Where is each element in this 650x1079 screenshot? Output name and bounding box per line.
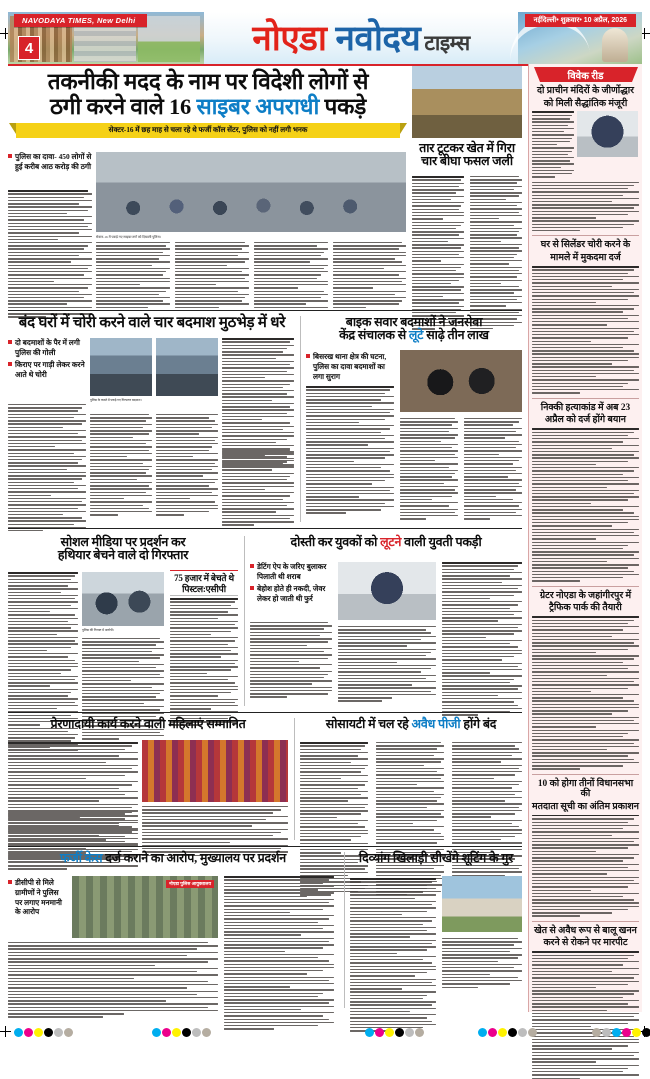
sidebar-item-0-body <box>532 111 574 179</box>
lead-body-col4 <box>254 242 328 310</box>
sidebar-divider-2 <box>532 586 639 587</box>
honeytrap-story <box>250 536 522 549</box>
honeytrap-body-col3 <box>338 626 436 704</box>
weapons-headline-line2: हथियार बेचने वाले दो गिरफ्तार <box>57 548 189 563</box>
masthead-word-noida: नोएडा <box>252 18 327 58</box>
theft-photo-2 <box>156 338 218 396</box>
sidebar-item-0-headline-line2: को मिली सैद्धांतिक मंजूरी <box>543 98 628 109</box>
honeytrap-bullet-2: बेहोश होते ही नकदी, जेवर लेकर हो जाती थी फुर्र <box>250 584 332 604</box>
robbery-bullet-1: बिसरख थाना क्षेत्र की घटना, पुलिस का दावा बदमाशों का लगा सुराग <box>306 352 394 381</box>
sidebar-item-2-headline-line2: अप्रैल को दर्ज होंगे बयान <box>545 415 626 426</box>
pg-story <box>300 718 522 731</box>
honeytrap-bullet-block <box>250 562 332 606</box>
sidebar-item-0-headline-line1: दो प्राचीन मंदिरों के जीर्णोद्धार <box>537 86 634 96</box>
weapons-body-col3 <box>170 598 238 728</box>
lead-body-col3 <box>175 242 249 310</box>
section-divider-4 <box>8 846 522 847</box>
weapons-callout-box <box>170 570 238 596</box>
sidebar-item-3[interactable] <box>532 591 639 770</box>
robbery-body-col3 <box>464 418 522 522</box>
fir-headline <box>8 852 338 865</box>
wire-body-col1 <box>412 176 464 332</box>
shooting-photo <box>442 876 522 932</box>
theft-body-col5 <box>222 450 294 528</box>
cmyk-marks-3 <box>365 1028 424 1037</box>
wire-story <box>412 142 522 169</box>
theft-body-col3 <box>90 414 152 518</box>
sidebar-item-1-body <box>532 266 639 394</box>
sidebar-item-5-headline-line1: खेत से अवैध रूप से बालू खनन <box>534 925 637 936</box>
sidebar-section-tab[interactable]: विवेक रीड <box>540 67 632 82</box>
lead-headline-line1: तकनीकी मदद के नाम पर विदेशी लोगों से <box>47 69 369 94</box>
fir-body-col1 <box>224 876 334 1032</box>
honeytrap-headline <box>250 536 522 549</box>
wire-headline-line1: तार टूटकर खेत में गिरा <box>419 141 515 155</box>
sidebar-item-4-headline-line1: 10 को होगा तीनों विधानसभा की <box>537 778 634 800</box>
cmyk-marks-2 <box>152 1028 211 1037</box>
lead-headline-line2 <box>8 95 408 119</box>
shooting-body-col1 <box>350 878 436 1034</box>
theft-body-col1 <box>222 338 294 468</box>
sidebar-item-2-headline-line1: निक्की हत्याकांड में अब 23 <box>540 402 631 413</box>
weapons-headline-line1: सोशल मीडिया पर प्रदर्शन कर <box>60 535 186 549</box>
cmyk-marks-1 <box>14 1028 73 1037</box>
theft-bullet-block <box>8 338 86 382</box>
women-body-col3 <box>142 806 288 858</box>
women-headline: प्रेरणादायी कार्य करने वाली महिलाएं सम्मानित <box>50 717 246 731</box>
shooting-body-col2 <box>442 938 522 990</box>
honeytrap-body-col2 <box>250 622 332 700</box>
lead-kicker: सेक्टर-16 में छह माह से चला रहे थे फर्जी कॉल सेंटर, पुलिस को नहीं लगी भनक <box>16 123 400 138</box>
pg-headline-part-b: होंगे बंद <box>460 717 497 731</box>
pg-headline-part-a: सोसायटी में चल रहे <box>325 717 412 731</box>
shooting-story <box>350 852 522 865</box>
pg-body-col3 <box>452 742 522 897</box>
section-divider-2 <box>8 528 522 529</box>
sidebar <box>528 64 642 1012</box>
honeytrap-bullet-1: डेटिंग ऐप के जरिए बुलाकर पिलाती थी शराब <box>250 562 332 582</box>
lead-photo <box>96 152 406 232</box>
robbery-story <box>306 316 522 343</box>
cmyk-marks-4 <box>478 1028 537 1037</box>
fir-story <box>8 852 338 865</box>
lead-story <box>8 70 408 138</box>
theft-photo-caption: पुलिस के कब्जे में पकड़े गए गिरफ्तार बदमाश। <box>90 398 142 402</box>
weapons-photo-caption: पुलिस की गिरफ्त में आरोपी। <box>82 628 115 632</box>
lead-bullet-block <box>8 152 92 174</box>
sidebar-divider-3 <box>532 774 639 775</box>
women-photo <box>142 740 288 802</box>
pg-body-col1 <box>300 742 368 898</box>
pg-body-col2 <box>376 742 444 897</box>
robbery-body-col2 <box>400 418 458 522</box>
robbery-headline-part-a: केंद्र संचालक से <box>339 328 409 343</box>
dateline-ribbon: नईदिल्ली• शुक्रवार• 10 अप्रैल, 2026 <box>525 14 636 27</box>
wire-headline-line2: चार बीघा फसल जली <box>421 154 513 169</box>
lead-bullet-1: पुलिस का दावा- 450 लोगों से हुई करीब आठ करोड़ की ठगी <box>8 152 92 172</box>
robbery-headline-line1: बाइक सवार बदमाशों ने जनसेवा <box>345 315 483 329</box>
lead-headline-part-b: पकड़े <box>319 93 367 119</box>
masthead-word-times: टाइम्स <box>424 30 470 55</box>
honeytrap-body-col1 <box>442 562 522 718</box>
sidebar-item-0-body-cont <box>532 182 639 232</box>
wire-story-photo <box>412 66 522 138</box>
registration-mark-bottom-left <box>0 1026 11 1037</box>
honeytrap-photo <box>338 562 436 620</box>
theft-photo-1 <box>90 338 152 396</box>
sidebar-item-4-body <box>532 815 639 917</box>
sidebar-item-3-headline-line2: ट्रैफिक पार्क की तैयारी <box>549 603 622 614</box>
honeytrap-headline-part-b: वाली युवती पकड़ी <box>401 535 482 549</box>
theft-body-col4 <box>156 414 218 518</box>
sidebar-item-5-body <box>532 951 639 1079</box>
robbery-headline-part-b: साढ़े तीन लाख <box>423 328 489 343</box>
wire-body-col2 <box>470 176 522 331</box>
fir-headline-highlight: फर्जी केस <box>60 851 103 865</box>
masthead-word-navodaya: नवोदय <box>335 18 421 58</box>
robbery-headline-line2 <box>306 329 522 342</box>
lead-body-col5 <box>333 242 406 310</box>
section-divider-3 <box>8 712 522 713</box>
robbery-headline-highlight: लूटे <box>408 328 424 343</box>
theft-bullet-2: किराए पर गाड़ी लेकर करने आते थे चोरी <box>8 360 86 380</box>
column-divider-3 <box>294 718 295 840</box>
fir-body-col2 <box>8 942 218 1020</box>
sidebar-item-4[interactable] <box>532 779 639 917</box>
lead-photo-caption: सेक्टर-16 में पकड़े गए साइबर ठगों को दिखाती पुलिस। <box>96 235 161 239</box>
column-divider-4 <box>344 852 345 1008</box>
theft-body-col2 <box>8 404 86 533</box>
publication-ribbon: NAVODAYA TIMES, New Delhi <box>14 14 147 27</box>
theft-headline: बंद घरों में चोरी करने वाले चार बदमाश मुठभेड़ में धरे <box>18 315 286 331</box>
sidebar-item-3-headline-line1: ग्रेटर नोएडा के जहांगीरपुर में <box>539 590 632 601</box>
sidebar-item-4-headline-line2: मतदाता सूची का अंतिम प्रकाशन <box>532 802 639 813</box>
sidebar-divider-0 <box>532 235 639 236</box>
sidebar-item-0-photo <box>577 111 638 157</box>
pg-headline <box>300 718 522 731</box>
sidebar-divider-4 <box>532 921 639 922</box>
fir-photo-banner: नोएडा पुलिस आयुक्तालय <box>166 880 214 888</box>
robbery-photo <box>400 350 522 412</box>
sidebar-divider-1 <box>532 398 639 399</box>
column-divider-2 <box>244 536 245 706</box>
honeytrap-headline-highlight: लूटने <box>380 535 402 549</box>
lead-headline-highlight: साइबर अपराधी <box>196 93 320 119</box>
fir-headline-rest: दर्ज कराने का आरोप, मुख्यालय पर प्रदर्शन <box>102 851 286 865</box>
weapons-box-line2: पिस्टल:एसीपी <box>182 583 226 594</box>
robbery-body-col1 <box>306 386 394 516</box>
cmyk-marks-5 <box>592 1028 650 1037</box>
women-story <box>8 718 288 731</box>
masthead-title-block <box>204 12 518 64</box>
fir-bullet-block <box>8 878 66 920</box>
theft-bullet-1: दो बदमाशों के पैर में लगी पुलिस की गोली <box>8 338 86 358</box>
lead-body-col1 <box>8 190 92 320</box>
honeytrap-headline-part-a: दोस्ती कर युवकों को <box>290 535 381 549</box>
sidebar-item-1-headline-line2: मामले में मुकदमा दर्ज <box>550 253 621 264</box>
fir-photo <box>72 876 218 938</box>
weapons-box-line1: 75 हजार में बेचते थे <box>174 573 234 583</box>
theft-story <box>8 316 296 332</box>
weapons-story <box>8 536 238 563</box>
pg-headline-highlight: अवैध पीजी <box>411 717 461 731</box>
weapons-photo <box>82 572 164 626</box>
lead-headline-part-a: ठगी करने वाले 16 <box>49 93 197 119</box>
sidebar-item-5-headline-line2: करने से रोकने पर मारपीट <box>543 938 628 949</box>
sidebar-item-0[interactable] <box>532 86 639 231</box>
sidebar-item-5[interactable] <box>532 926 639 1079</box>
robbery-bullet-block <box>306 352 394 384</box>
page-number-badge: 4 <box>18 36 40 60</box>
lead-body-col2 <box>96 242 170 310</box>
sidebar-item-3-body <box>532 616 639 770</box>
sidebar-item-1[interactable] <box>532 240 639 393</box>
column-divider-1 <box>300 316 301 522</box>
section-divider-1 <box>8 310 522 311</box>
sidebar-item-2-body <box>532 428 639 582</box>
sidebar-item-1-headline-line1: घर से सिलेंडर चोरी करने के <box>540 240 631 251</box>
shooting-headline: दिव्यांग खिलाड़ी सीखेंगे शूटिंग के गुर <box>358 851 514 865</box>
sidebar-item-2[interactable] <box>532 403 639 582</box>
fir-bullet-1: डीसीपी से मिले ग्रामीणों ने पुलिस पर लगाए मनमानी के आरोप <box>8 878 66 917</box>
